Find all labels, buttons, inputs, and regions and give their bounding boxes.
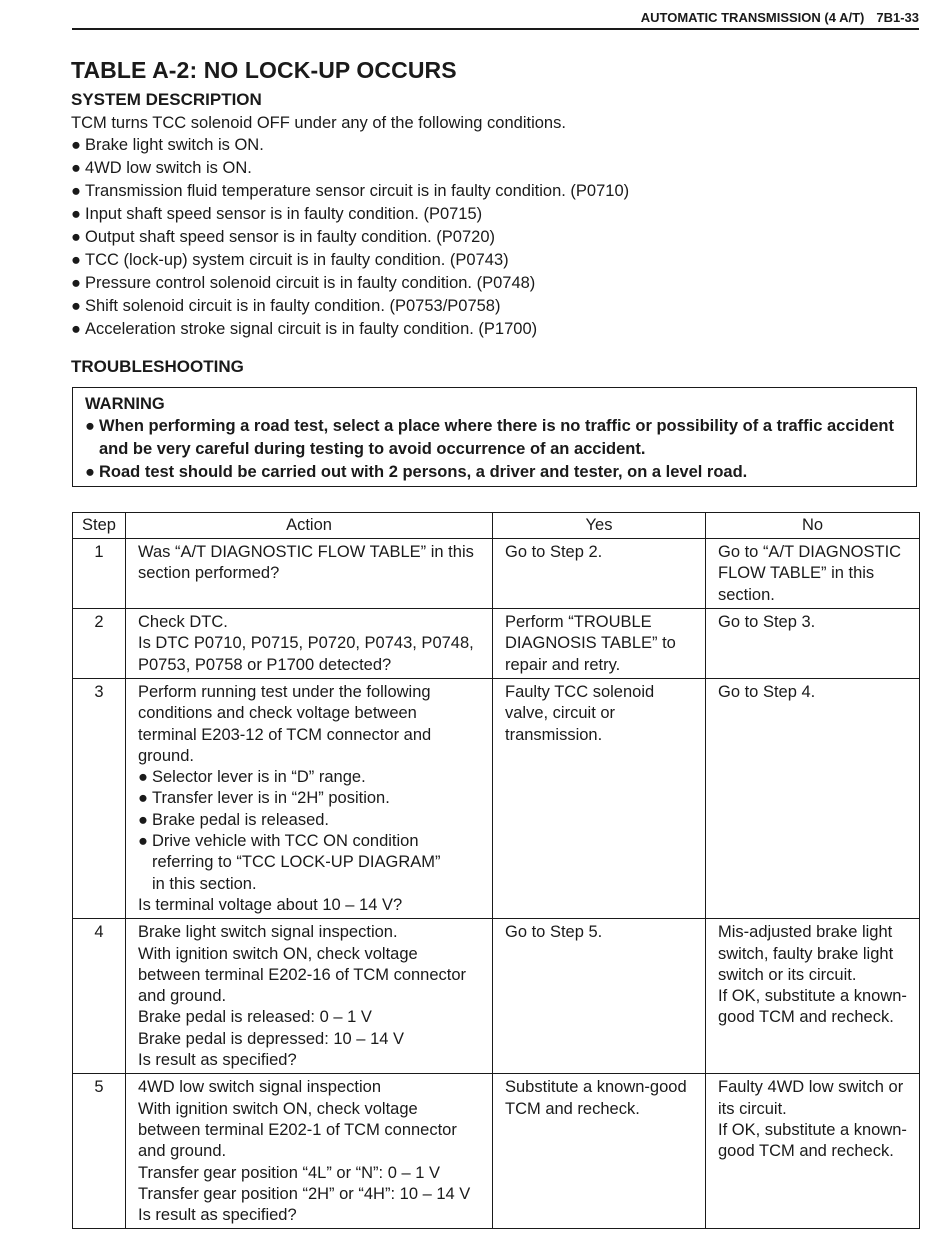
yes-cell: Go to Step 2. (493, 539, 706, 609)
step-number: 2 (73, 609, 126, 679)
condition-list (71, 134, 629, 341)
no-cell: Faulty 4WD low switch or its circuit. If OK, substitute a known- good TCM and recheck. (706, 1074, 920, 1229)
column-header-step: Step (73, 513, 126, 539)
no-cell: Go to Step 3. (706, 609, 920, 679)
bullet-icon: ● (71, 274, 81, 292)
section-title: AUTOMATIC TRANSMISSION (4 A/T) (640, 10, 865, 25)
bullet-icon: ● (71, 205, 81, 223)
system-description-intro: TCM turns TCC solenoid OFF under any of the following conditions. (71, 114, 566, 132)
table-row (73, 609, 920, 679)
page-number: 7B1-33 (876, 10, 919, 25)
troubleshooting-heading: TROUBLESHOOTING (71, 357, 244, 376)
table-header-row (73, 513, 920, 539)
column-header-action: Action (126, 513, 493, 539)
page-title: TABLE A-2: NO LOCK-UP OCCURS (71, 57, 457, 83)
yes-cell: Perform “TROUBLE DIAGNOSIS TABLE” to repair and retry. (493, 609, 706, 679)
condition-item: ● Input shaft speed sensor is in faulty condition. (P0715) (71, 203, 629, 226)
action-cell: Check DTC. Is DTC P0710, P0715, P0720, P0743, P0748, P0753, P0758 or P1700 detected? (126, 609, 493, 679)
condition-item: ● Brake light switch is ON. (71, 134, 629, 157)
action-cell: Perform running test under the following conditions and check voltage between terminal E203-12 of TCM connector and ground. ● Selector lever is in “D” range. ● Transfer lever is in “2H” position. ● Brake pedal is released. ● Drive vehicle with TCC ON condition referring to “TCC LOCK-UP DIAGRAM” in this section. Is terminal voltage about 10 – 14 V? (126, 679, 493, 919)
action-cell: Brake light switch signal inspection. With ignition switch ON, check voltage between terminal E202-16 of TCM connector and ground. Brake pedal is released: 0 – 1 V Brake pedal is depressed: 10 – 14 V Is result as specified? (126, 919, 493, 1074)
step-number: 3 (73, 679, 126, 919)
condition-item: ● Pressure control solenoid circuit is in faulty condition. (P0748) (71, 272, 629, 295)
bullet-icon: ● (71, 251, 81, 269)
table-row (73, 1074, 920, 1229)
action-bullet: ● Brake pedal is released. (138, 810, 486, 831)
bullet-icon: ● (85, 417, 95, 435)
system-description-heading: SYSTEM DESCRIPTION (71, 90, 262, 109)
no-cell: Mis-adjusted brake light switch, faulty brake light switch or its circuit. If OK, substitute a known- good TCM and recheck. (706, 919, 920, 1074)
column-header-no: No (706, 513, 920, 539)
bullet-icon: ● (71, 136, 81, 154)
no-cell: Go to “A/T DIAGNOSTIC FLOW TABLE” in this section. (706, 539, 920, 609)
step-number: 5 (73, 1074, 126, 1229)
condition-item: ● Acceleration stroke signal circuit is in faulty condition. (P1700) (71, 318, 629, 341)
action-bullet: ● Selector lever is in “D” range. (138, 767, 486, 788)
step-number: 1 (73, 539, 126, 609)
bullet-icon: ● (138, 768, 148, 787)
bullet-icon: ● (71, 182, 81, 200)
bullet-icon: ● (71, 159, 81, 177)
condition-item: ● Transmission fluid temperature sensor circuit is in faulty condition. (P0710) (71, 180, 629, 203)
table-row (73, 539, 920, 609)
condition-item: ● 4WD low switch is ON. (71, 157, 629, 180)
condition-item: ● Shift solenoid circuit is in faulty condition. (P0753/P0758) (71, 295, 629, 318)
bullet-icon: ● (138, 810, 148, 829)
table-row (73, 919, 920, 1074)
condition-item: ● TCC (lock-up) system circuit is in faulty condition. (P0743) (71, 249, 629, 272)
page-header (72, 8, 919, 30)
warning-box (72, 387, 917, 487)
step-number: 4 (73, 919, 126, 1074)
bullet-icon: ● (71, 228, 81, 246)
no-cell: Go to Step 4. (706, 679, 920, 919)
bullet-icon: ● (138, 832, 148, 851)
warning-list (85, 415, 916, 484)
condition-item: ● Output shaft speed sensor is in faulty condition. (P0720) (71, 226, 629, 249)
yes-cell: Faulty TCC solenoid valve, circuit or transmission. (493, 679, 706, 919)
warning-item: ● Road test should be carried out with 2 persons, a driver and tester, on a level road. (85, 461, 916, 484)
bullet-icon: ● (71, 297, 81, 315)
column-header-yes: Yes (493, 513, 706, 539)
troubleshooting-table (72, 512, 920, 1229)
action-cell: 4WD low switch signal inspection With ignition switch ON, check voltage between terminal E202-1 of TCM connector and ground. Transfer gear position “4L” or “N”: 0 – 1 V Transfer gear position “2H” or “4H”: 10 – 14 V Is result as specified? (126, 1074, 493, 1229)
yes-cell: Go to Step 5. (493, 919, 706, 1074)
warning-title: WARNING (85, 395, 165, 413)
action-bullet: ● Drive vehicle with TCC ON condition referring to “TCC LOCK-UP DIAGRAM” in this section. (138, 832, 441, 893)
bullet-icon: ● (138, 789, 148, 808)
action-cell: Was “A/T DIAGNOSTIC FLOW TABLE” in this section performed? (126, 539, 493, 609)
table-row (73, 679, 920, 919)
bullet-icon: ● (85, 463, 95, 481)
warning-item: ● When performing a road test, select a place where there is no traffic or possibility of a traffic accident and be very careful during testing to avoid occurrence of an accident. (85, 417, 894, 458)
bullet-icon: ● (71, 320, 81, 338)
action-bullet: ● Transfer lever is in “2H” position. (138, 788, 486, 809)
yes-cell: Substitute a known-good TCM and recheck. (493, 1074, 706, 1229)
